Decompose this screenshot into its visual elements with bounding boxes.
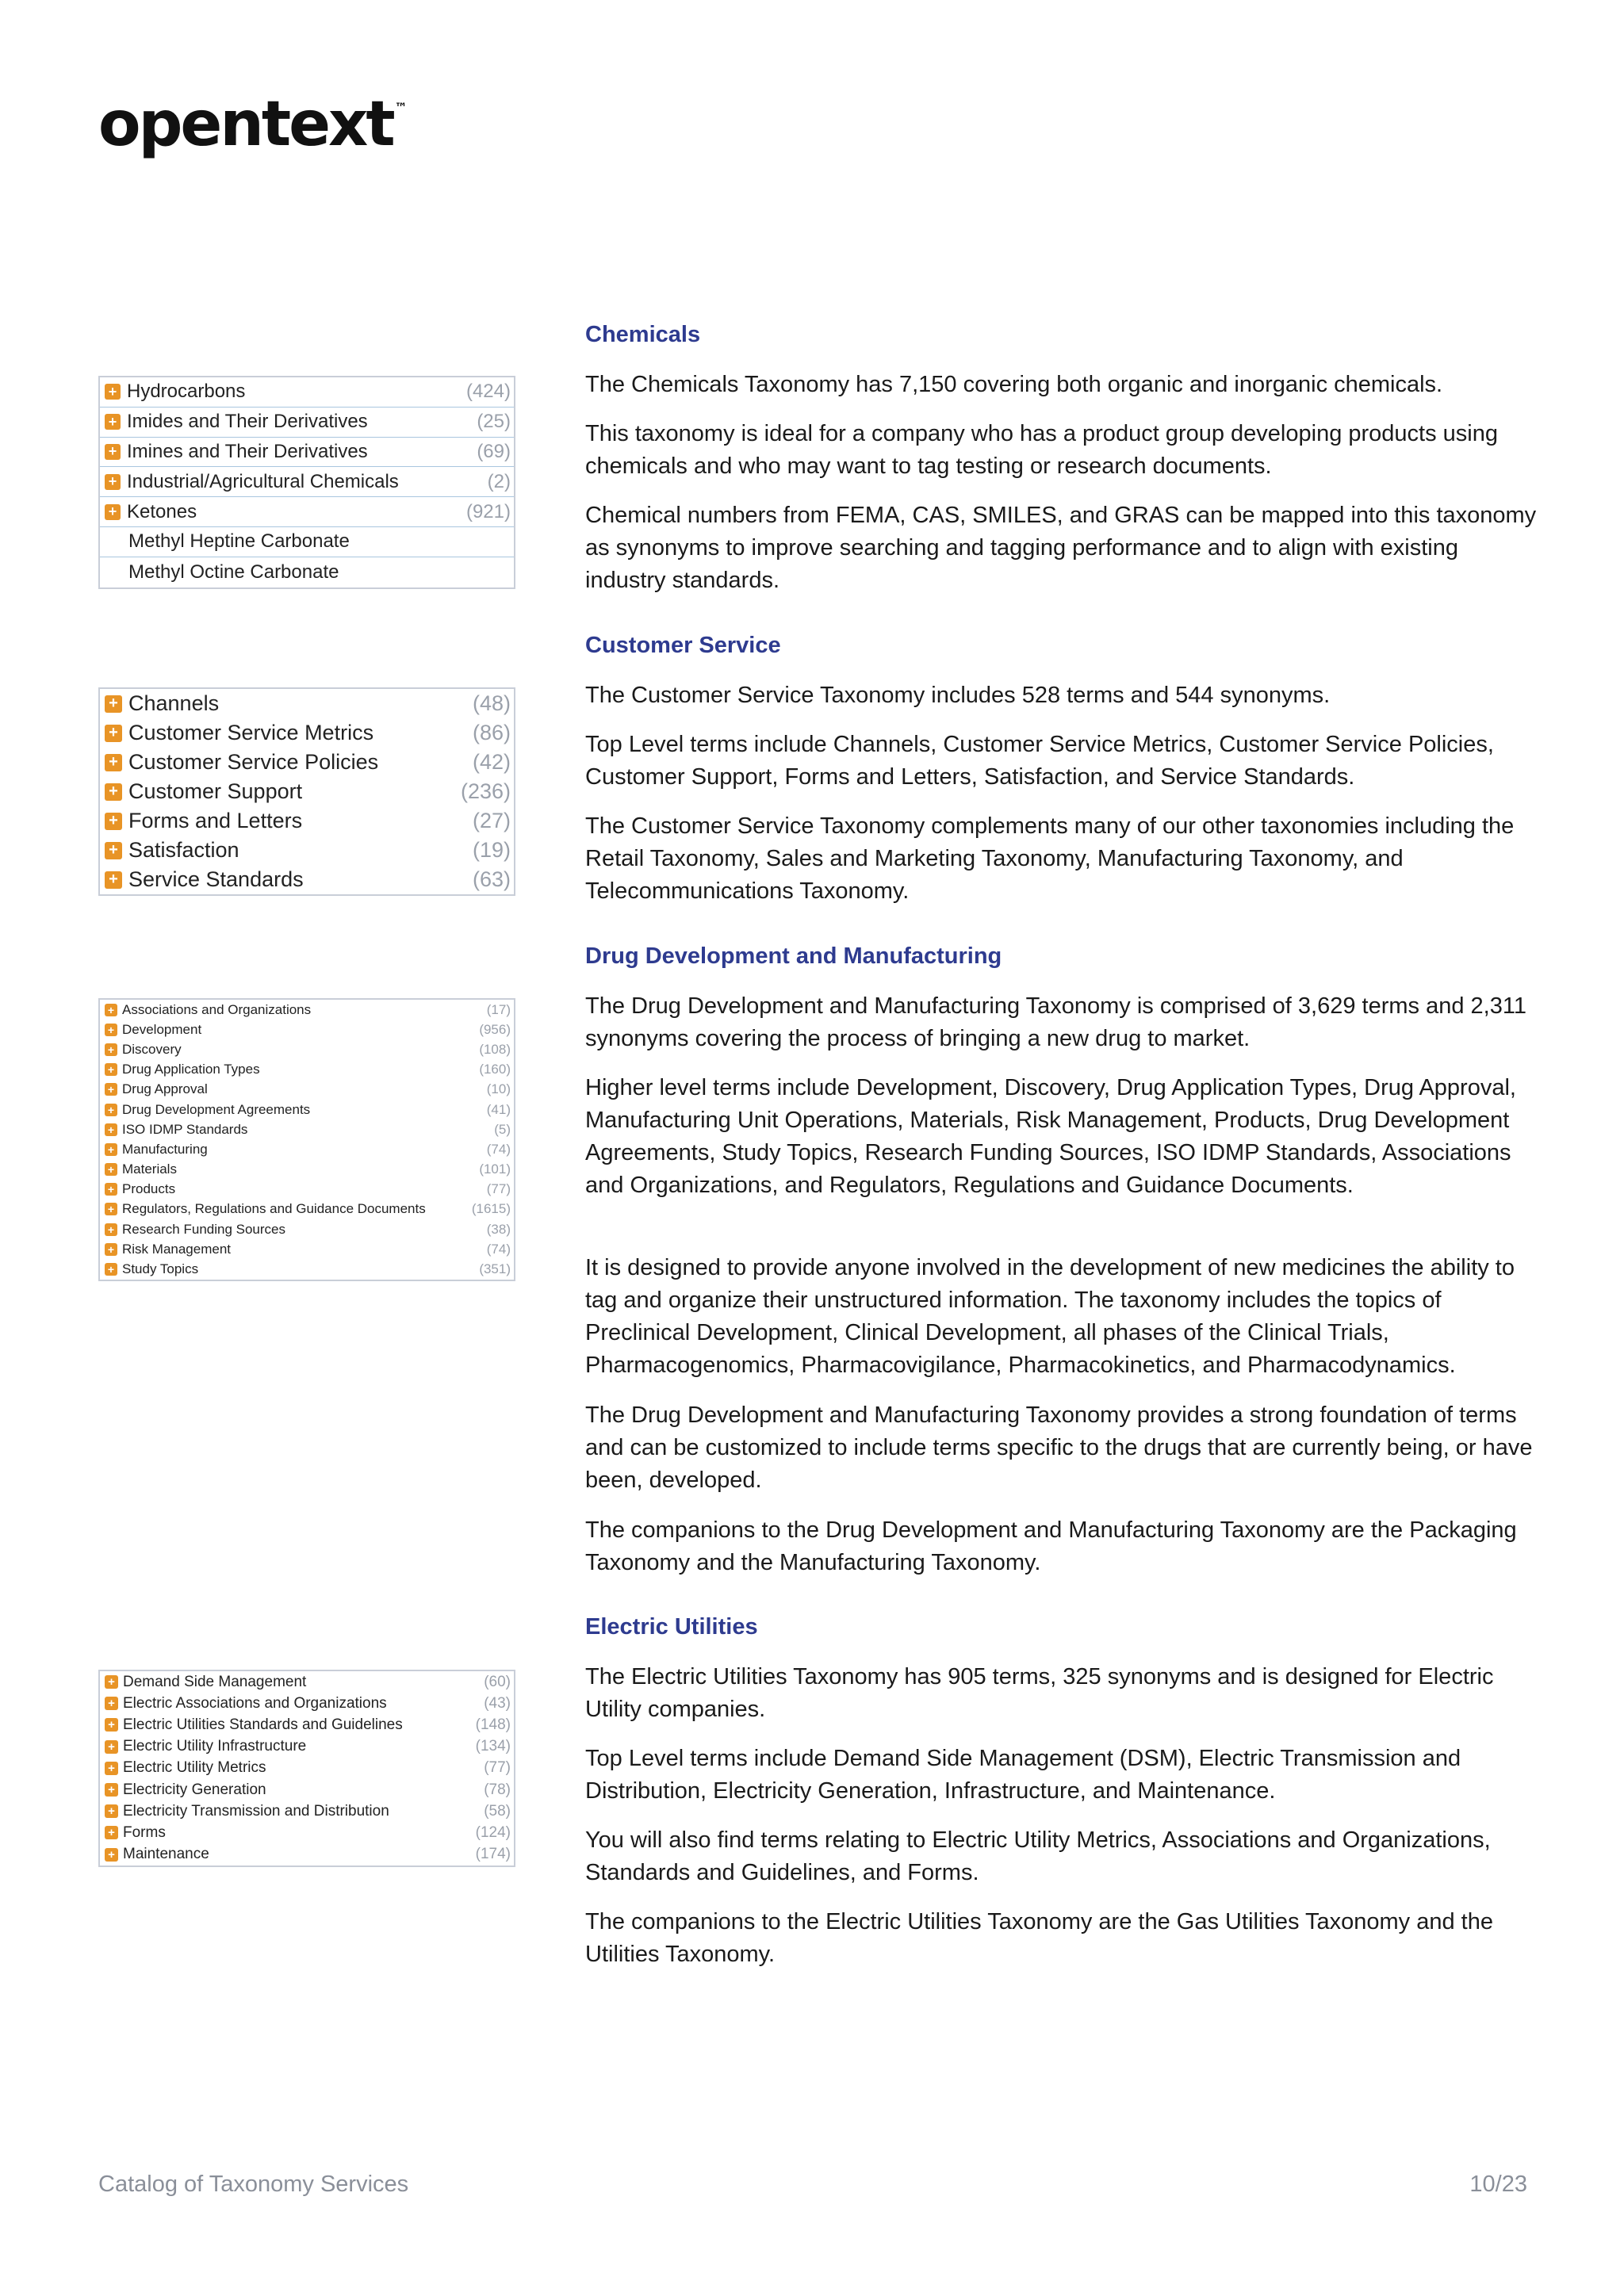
tree-row-content: [105, 501, 197, 523]
tree-item-label: Industrial/Agricultural Chemicals: [127, 470, 399, 492]
expand-plus-icon[interactable]: +: [105, 1697, 118, 1710]
tree-row[interactable]: [100, 1160, 514, 1180]
tree-item-count: (42): [472, 750, 511, 774]
section-heading-drug-development: Drug Development and Manufacturing: [585, 943, 1002, 969]
tree-item-label: Research Funding Sources: [122, 1221, 286, 1237]
tree-item-label: Materials: [122, 1161, 177, 1177]
tree-row-content: [105, 1759, 266, 1777]
expand-plus-icon[interactable]: +: [105, 1263, 117, 1276]
drug-development-taxonomy-tree: [98, 998, 515, 1281]
section-heading-customer-service: Customer Service: [585, 633, 781, 658]
tree-item-label: Electricity Transmission and Distribution: [123, 1802, 389, 1820]
tree-row-content: [105, 1201, 426, 1217]
expand-plus-icon[interactable]: +: [105, 414, 121, 430]
expand-plus-icon[interactable]: +: [105, 725, 122, 742]
tree-row[interactable]: [100, 1671, 514, 1693]
expand-plus-icon[interactable]: +: [105, 871, 122, 889]
tree-row-content: [105, 691, 219, 716]
expand-plus-icon[interactable]: +: [105, 474, 121, 490]
customer-service-taxonomy-tree: [98, 687, 515, 896]
tree-item-count: (25): [477, 411, 511, 433]
tree-item-count: (74): [486, 1241, 511, 1257]
expand-plus-icon[interactable]: +: [105, 1004, 117, 1016]
tree-row[interactable]: [100, 1844, 514, 1866]
tree-row-content: [105, 1695, 387, 1712]
expand-plus-icon[interactable]: +: [105, 1783, 118, 1797]
tree-row[interactable]: [100, 467, 514, 497]
tree-item-label: Electric Utilities Standards and Guidelines: [123, 1716, 403, 1733]
tree-item-count: (5): [494, 1121, 511, 1137]
tree-row-content: [105, 721, 373, 745]
tree-item-count: (78): [484, 1781, 511, 1798]
tree-row[interactable]: [100, 1736, 514, 1758]
tree-item-label: Study Topics: [122, 1261, 199, 1277]
paragraph: This taxonomy is ideal for a company who has a product group developing products using chemicals and who may want to tag testing or research documents.: [585, 421, 1498, 479]
expand-plus-icon[interactable]: +: [105, 384, 121, 400]
tree-row[interactable]: [100, 1200, 514, 1219]
tree-row[interactable]: [100, 1100, 514, 1119]
tree-item-count: (124): [475, 1823, 511, 1841]
tree-item-label: Imides and Their Derivatives: [127, 411, 368, 433]
tree-item-label: Electric Utility Metrics: [123, 1759, 266, 1777]
tree-row-content: [105, 1181, 175, 1197]
paragraph: Top Level terms include Demand Side Management (DSM), Electric Transmission and Distribution, Electricity Generation, Infrastructure, and Maintenance.: [585, 1746, 1461, 1804]
tree-item-label: Customer Support: [128, 779, 303, 803]
paragraph: The Chemicals Taxonomy has 7,150 covering both organic and inorganic chemicals.: [585, 372, 1443, 397]
tree-item-count: (921): [465, 500, 511, 522]
tree-item-label: Satisfaction: [128, 838, 239, 862]
expand-plus-icon[interactable]: +: [105, 1826, 118, 1839]
tree-row-content: [105, 779, 302, 804]
tree-item-count: (134): [475, 1738, 511, 1755]
expand-plus-icon[interactable]: +: [105, 842, 122, 859]
tree-row-content: [105, 1022, 201, 1038]
expand-plus-icon[interactable]: +: [105, 1848, 118, 1862]
tree-row-content: [128, 530, 350, 553]
expand-plus-icon[interactable]: +: [105, 1083, 117, 1096]
tree-row-content: [105, 1824, 166, 1842]
tree-row-content: [105, 1222, 285, 1238]
section-heading-electric-utilities: Electric Utilities: [585, 1614, 758, 1640]
paragraph: The Customer Service Taxonomy complements many of our other taxonomies including the Retail Taxonomy, Sales and Marketing Taxonomy, Manufacturing Taxonomy, and Telecommunications Taxonomy.: [585, 813, 1515, 904]
tree-item-count: (58): [484, 1802, 511, 1820]
tree-item-label: Discovery: [122, 1041, 182, 1057]
tree-item-label: Service Standards: [128, 867, 304, 891]
tree-row[interactable]: [100, 806, 514, 836]
tree-row-content: [105, 1062, 260, 1077]
tree-item-count: (17): [486, 1001, 511, 1017]
paragraph: The Electric Utilities Taxonomy has 905 terms, 325 synonyms and is designed for Electric Utility companies.: [585, 1664, 1494, 1722]
tree-row-content: [105, 838, 239, 863]
tree-item-count: (19): [472, 838, 511, 862]
tree-row[interactable]: [100, 1758, 514, 1779]
expand-plus-icon[interactable]: +: [105, 1762, 118, 1775]
expand-plus-icon[interactable]: +: [105, 695, 122, 713]
tree-row-content: [105, 441, 368, 463]
tree-row[interactable]: [100, 1039, 514, 1059]
tree-item-label: Associations and Organizations: [122, 1001, 312, 1017]
tree-item-label: Methyl Octine Carbonate: [128, 561, 339, 583]
tree-item-count: (60): [484, 1673, 511, 1690]
expand-plus-icon[interactable]: +: [105, 1104, 117, 1116]
expand-plus-icon[interactable]: +: [105, 1675, 118, 1689]
tree-item-count: (69): [477, 440, 511, 462]
tree-row-content: [105, 1242, 231, 1257]
tree-row[interactable]: [100, 377, 514, 408]
tree-row[interactable]: [100, 497, 514, 527]
tree-item-label: Drug Development Agreements: [122, 1101, 311, 1117]
tree-row[interactable]: [100, 438, 514, 468]
paragraph: The Drug Development and Manufacturing Taxonomy provides a strong foundation of terms and can be customized to include terms specific to the drugs that are currently being, or have been, developed.: [585, 1402, 1533, 1493]
tree-row-content: [105, 411, 368, 433]
tree-row[interactable]: [100, 1822, 514, 1843]
tree-row[interactable]: [100, 408, 514, 438]
tree-item-count: (2): [487, 470, 511, 492]
tree-item-label: Channels: [128, 691, 220, 715]
tree-row-content: [105, 1122, 247, 1138]
tree-item-count: (160): [479, 1062, 511, 1077]
tree-row[interactable]: [100, 1119, 514, 1139]
electric-utilities-taxonomy-tree: [98, 1670, 515, 1867]
paragraph: Top Level terms include Channels, Customer Service Metrics, Customer Service Policies, Customer Support, Forms and Letters, Satisfaction, and Service Standards.: [585, 732, 1494, 790]
tree-row-content: [105, 1261, 198, 1277]
tree-item-count: (101): [479, 1161, 511, 1177]
expand-plus-icon[interactable]: +: [105, 1024, 117, 1036]
tree-item-count: (108): [479, 1041, 511, 1057]
expand-plus-icon[interactable]: +: [105, 1043, 117, 1056]
expand-plus-icon[interactable]: +: [105, 1718, 118, 1732]
tree-item-count: (174): [475, 1846, 511, 1863]
expand-plus-icon[interactable]: +: [105, 1740, 118, 1754]
tree-row[interactable]: [100, 777, 514, 806]
expand-plus-icon[interactable]: +: [105, 783, 122, 801]
tree-row-content: [105, 1142, 208, 1158]
tree-item-count: (10): [486, 1081, 511, 1097]
tree-row[interactable]: [100, 836, 514, 865]
chemicals-taxonomy-tree: [98, 376, 515, 589]
tree-item-count: (424): [465, 381, 511, 403]
tree-row[interactable]: [100, 1060, 514, 1080]
paragraph: The Drug Development and Manufacturing Taxonomy is comprised of 3,629 terms and 2,311 synonyms covering the process of bringing a new drug to market.: [585, 993, 1526, 1051]
tree-row-content: [105, 471, 399, 493]
tree-item-count: (351): [479, 1261, 511, 1277]
tree-item-label: Risk Management: [122, 1241, 232, 1257]
tree-row[interactable]: [100, 865, 514, 894]
tree-item-label: Methyl Heptine Carbonate: [128, 530, 350, 553]
tree-item-count: (1615): [471, 1201, 511, 1217]
tree-row-content: [105, 809, 302, 833]
tree-item-count: (236): [460, 779, 511, 803]
tree-row[interactable]: [100, 1259, 514, 1279]
tree-item-label: Drug Application Types: [122, 1062, 260, 1077]
expand-plus-icon[interactable]: +: [105, 444, 121, 460]
tree-row[interactable]: [100, 1180, 514, 1200]
tree-item-count: (77): [486, 1181, 511, 1197]
paragraph: The Customer Service Taxonomy includes 528 terms and 544 synonyms.: [585, 683, 1331, 708]
section-heading-chemicals: Chemicals: [585, 322, 701, 347]
expand-plus-icon[interactable]: +: [105, 754, 122, 771]
tree-item-label: ISO IDMP Standards: [122, 1121, 248, 1137]
tree-row-content: [105, 1161, 177, 1177]
tree-row[interactable]: [100, 1000, 514, 1020]
tree-row-content: [128, 561, 339, 584]
paragraph: The companions to the Drug Development and Manufacturing Taxonomy are the Packaging Taxonomy and the Manufacturing Taxonomy.: [585, 1517, 1517, 1575]
tree-row-content: [105, 1002, 311, 1018]
tree-row-content: [105, 867, 304, 892]
tree-item-count: (148): [475, 1716, 511, 1733]
expand-plus-icon[interactable]: +: [105, 1143, 117, 1156]
paragraph: Chemical numbers from FEMA, CAS, SMILES, and GRAS can be mapped into this taxonomy as synonyms to improve searching and tagging performance and to align with existing industry standards.: [585, 503, 1537, 593]
tree-item-count: (956): [479, 1021, 511, 1037]
tree-item-count: (41): [486, 1101, 511, 1117]
tree-item-count: (43): [484, 1694, 511, 1712]
tree-item-count: (86): [472, 721, 511, 744]
opentext-logo: opentext ™: [98, 89, 408, 160]
tree-item-label: Electric Associations and Organizations: [123, 1694, 387, 1712]
tree-item-label: Demand Side Management: [123, 1673, 307, 1690]
expand-plus-icon[interactable]: +: [105, 813, 122, 830]
tree-item-label: Products: [122, 1181, 176, 1197]
tree-item-label: Forms and Letters: [128, 809, 303, 832]
tree-row[interactable]: [100, 1800, 514, 1822]
tree-row[interactable]: [100, 718, 514, 748]
tree-row-content: [105, 1781, 266, 1799]
tree-item-label: Regulators, Regulations and Guidance Documents: [122, 1201, 426, 1217]
tree-row[interactable]: [100, 748, 514, 777]
tree-row-content: [105, 1674, 306, 1691]
paragraph: You will also find terms relating to Electric Utility Metrics, Associations and Organizations, Standards and Guidelines, and Forms.: [585, 1827, 1491, 1885]
tree-row-content: [105, 750, 378, 775]
tree-item-label: Hydrocarbons: [127, 381, 246, 403]
expand-plus-icon[interactable]: +: [105, 1183, 117, 1196]
tree-row[interactable]: [100, 1693, 514, 1714]
tree-item-label: Customer Service Policies: [128, 750, 379, 774]
paragraph: Higher level terms include Development, Discovery, Drug Application Types, Drug Approval, Manufacturing Unit Operations, Materials, Risk Management, Products, Drug Development Agreements, Study Topics, Research Funding Sources, ISO IDMP Standards, Associations and Organizations, and Regulators, Regulations and Guidance Documents.: [585, 1075, 1516, 1198]
expand-plus-icon[interactable]: +: [105, 1804, 118, 1818]
tree-item-label: Electricity Generation: [123, 1781, 266, 1798]
tree-row[interactable]: [100, 1139, 514, 1159]
expand-plus-icon[interactable]: +: [105, 1123, 117, 1136]
tree-item-count: (48): [472, 691, 511, 715]
tree-item-label: Development: [122, 1021, 202, 1037]
tree-row[interactable]: [100, 1779, 514, 1800]
expand-plus-icon[interactable]: +: [105, 1203, 117, 1215]
tree-row[interactable]: [100, 527, 514, 557]
footer-document-title: Catalog of Taxonomy Services: [98, 2172, 409, 2197]
tree-item-label: Imines and Their Derivatives: [127, 440, 368, 462]
tree-row[interactable]: [100, 689, 514, 718]
tree-item-label: Customer Service Metrics: [128, 721, 374, 744]
tree-row-content: [105, 1803, 389, 1820]
expand-plus-icon[interactable]: +: [105, 1243, 117, 1256]
expand-plus-icon[interactable]: +: [105, 1163, 117, 1176]
tree-row-content: [105, 381, 245, 403]
tree-item-count: (77): [484, 1759, 511, 1777]
tree-row[interactable]: [100, 1219, 514, 1239]
tree-row-content: [105, 1042, 182, 1058]
tree-item-label: Forms: [123, 1823, 166, 1841]
tree-row-content: [105, 1738, 306, 1755]
tree-item-count: (27): [472, 809, 511, 832]
expand-plus-icon[interactable]: +: [105, 504, 121, 520]
tree-row-content: [105, 1081, 208, 1097]
tree-item-label: Ketones: [127, 500, 197, 522]
tree-item-count: (38): [486, 1221, 511, 1237]
tree-row[interactable]: [100, 557, 514, 587]
paragraph: The companions to the Electric Utilities Taxonomy are the Gas Utilities Taxonomy and the Utilities Taxonomy.: [585, 1909, 1493, 1967]
tree-item-count: (74): [486, 1141, 511, 1157]
tree-item-label: Maintenance: [123, 1846, 209, 1863]
tree-row[interactable]: [100, 1239, 514, 1259]
tree-row[interactable]: [100, 1020, 514, 1039]
expand-plus-icon[interactable]: +: [105, 1063, 117, 1076]
tree-row-content: [105, 1716, 403, 1734]
paragraph: It is designed to provide anyone involved in the development of new medicines the ability to tag and organize their unstructured information. The taxonomy includes the topics of Preclinical Development, Clinical Development, all phases of the Clinical Trials, Pharmacogenomics, Pharmacovigilance, Pharmacokinetics, and Pharmacodynamics.: [585, 1255, 1515, 1378]
expand-plus-icon[interactable]: +: [105, 1223, 117, 1236]
tree-item-label: Manufacturing: [122, 1141, 208, 1157]
page-number: 10/23: [1469, 2172, 1527, 2197]
tree-row-content: [105, 1846, 209, 1863]
tree-item-label: Drug Approval: [122, 1081, 208, 1097]
tree-item-label: Electric Utility Infrastructure: [123, 1738, 307, 1755]
tree-row-content: [105, 1102, 310, 1118]
tree-row[interactable]: [100, 1714, 514, 1735]
tree-row[interactable]: [100, 1080, 514, 1100]
tree-item-count: (63): [472, 867, 511, 891]
